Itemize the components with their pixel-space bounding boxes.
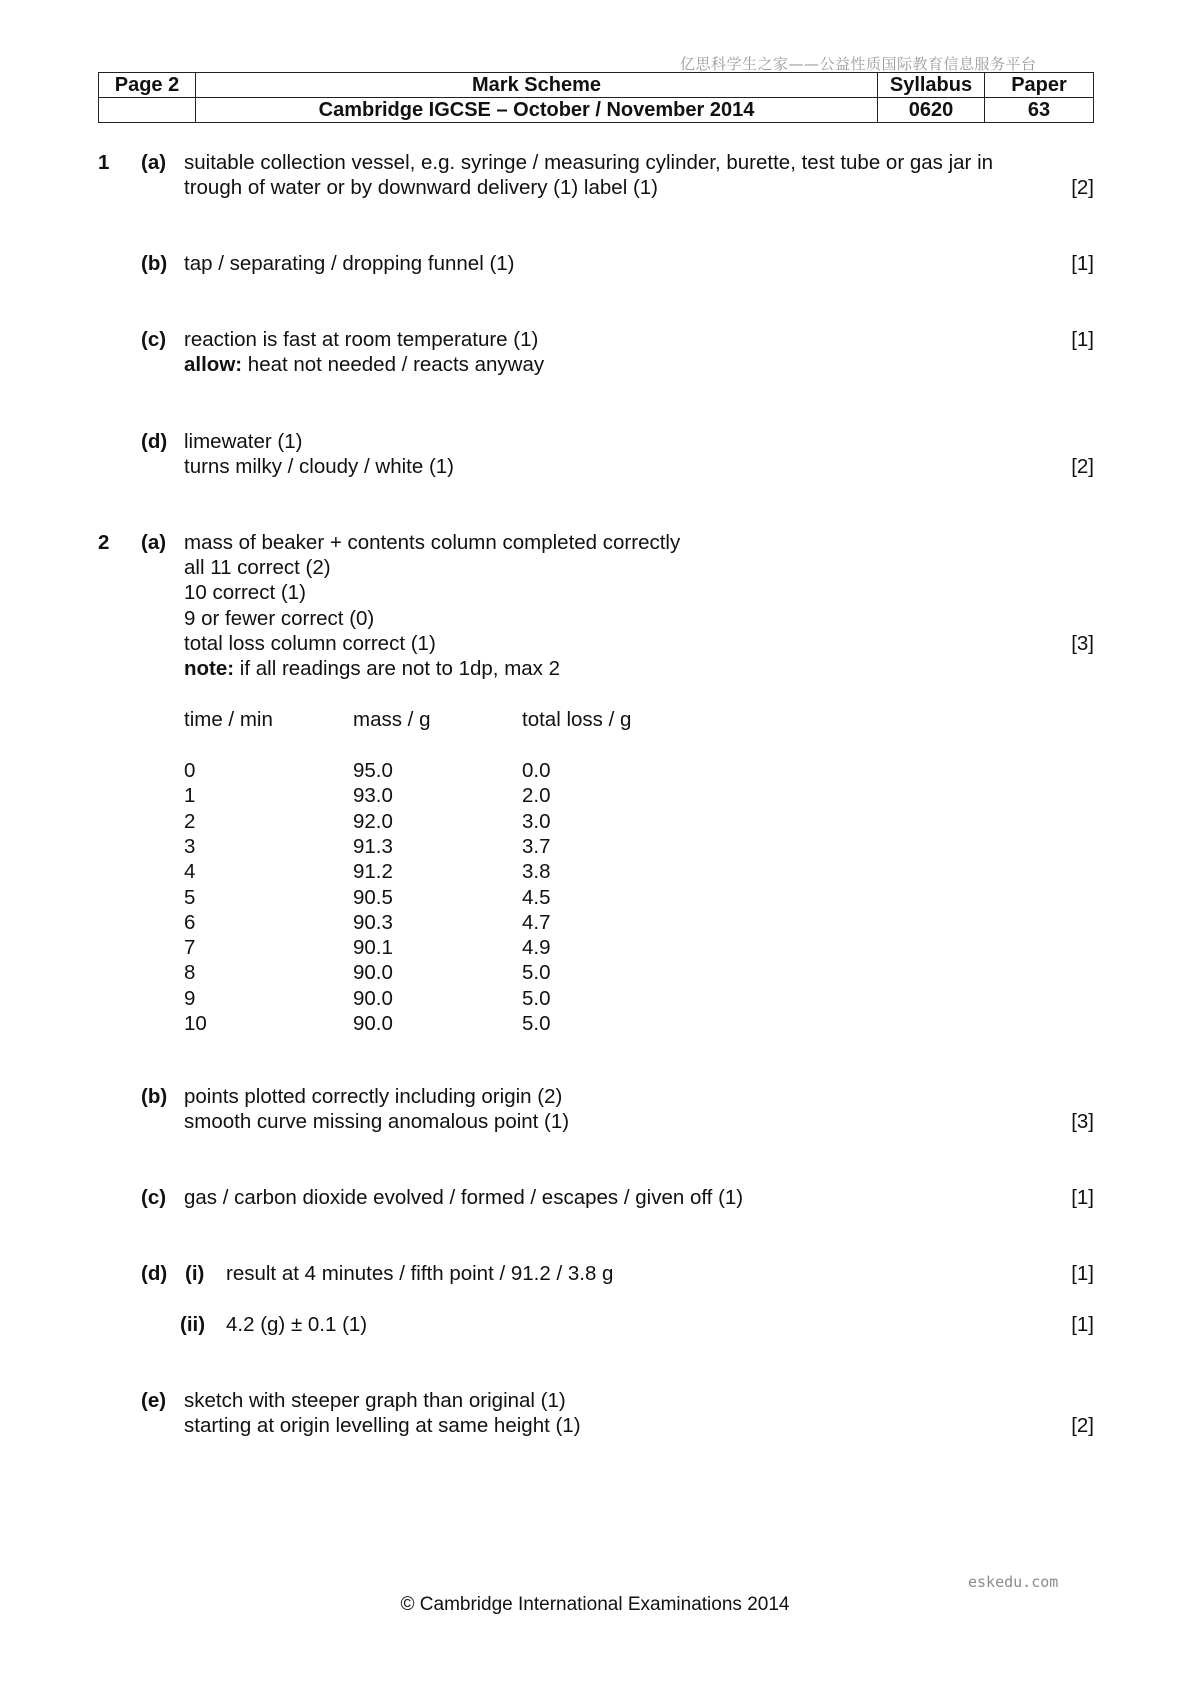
q1d-line-1: limewater (1) <box>184 430 303 453</box>
mass-cell: 90.0 <box>353 986 393 1010</box>
mass-cell: 92.0 <box>353 809 393 833</box>
time-cell: 0 <box>184 759 196 782</box>
table-header-loss: total loss / g <box>522 708 632 731</box>
table-header-time: time / min <box>184 708 273 731</box>
q2c-label: (c) <box>141 1186 167 1209</box>
time-cell: 3 <box>184 834 196 858</box>
time-cell: 6 <box>184 910 196 934</box>
q1d-label: (d) <box>141 430 168 453</box>
q2d-ii-mark: [1] <box>1071 1313 1094 1336</box>
q1a-mark: [2] <box>1071 176 1094 199</box>
q2d-ii-text: 4.2 (g) ± 0.1 (1) <box>226 1313 368 1336</box>
q2c-mark: [1] <box>1071 1186 1094 1209</box>
loss-cell: 4.7 <box>522 910 551 934</box>
loss-cell: 0.0 <box>522 759 551 782</box>
q1d-mark: [2] <box>1071 455 1094 478</box>
q1c-line-2: heat not needed / reacts anyway <box>242 353 545 376</box>
mass-cell: 91.2 <box>353 860 393 884</box>
q2a-line-1: mass of beaker + contents column completed correctly <box>184 531 681 554</box>
q2b-line-2: smooth curve missing anomalous point (1) <box>184 1110 570 1133</box>
mass-cell: 93.0 <box>353 784 393 808</box>
q1c-mark: [1] <box>1071 328 1094 351</box>
time-cell: 4 <box>184 860 196 884</box>
page-number: Page 2 <box>99 73 196 98</box>
time-cell: 9 <box>184 986 196 1010</box>
mass-cell: 91.3 <box>353 834 393 858</box>
q1b-line-1: tap / separating / dropping funnel (1) <box>184 252 515 275</box>
time-cell: 1 <box>184 784 196 808</box>
mass-cell: 90.5 <box>353 885 393 909</box>
loss-cell: 5.0 <box>522 961 551 985</box>
q2d-ii-label: (ii) <box>180 1313 206 1336</box>
q2e-line-2: starting at origin levelling at same height (1) <box>184 1414 581 1437</box>
q1b-label: (b) <box>141 252 168 275</box>
time-cell: 5 <box>184 885 196 909</box>
q2a-label: (a) <box>141 531 167 554</box>
q1d-line-2: turns milky / cloudy / white (1) <box>184 455 454 478</box>
question-1-number: 1 <box>98 151 110 174</box>
allow-label: allow: <box>184 353 243 376</box>
loss-cell: 4.5 <box>522 885 551 909</box>
q2b-line-1: points plotted correctly including origin (2) <box>184 1085 563 1108</box>
q1c-allow-line <box>184 353 544 377</box>
paper-label: Paper <box>985 73 1094 98</box>
q2a-mark: [3] <box>1071 632 1094 655</box>
syllabus-code: 0620 <box>878 98 985 123</box>
q2a-line-5: total loss column correct (1) <box>184 632 436 655</box>
footer-copyright: © Cambridge International Examinations 2014 <box>400 1594 790 1615</box>
note-label: note: <box>184 657 235 680</box>
syllabus-label: Syllabus <box>878 73 985 98</box>
exam-subtitle: Cambridge IGCSE – October / November 2014 <box>196 98 878 123</box>
q2b-mark: [3] <box>1071 1110 1094 1133</box>
loss-cell: 3.8 <box>522 860 551 884</box>
q1c-label: (c) <box>141 328 167 351</box>
q2d-i-label: (i) <box>185 1262 205 1285</box>
q1a-line-1: suitable collection vessel, e.g. syringe / measuring cylinder, burette, test tube or gas jar in <box>184 151 994 174</box>
time-cell: 8 <box>184 961 196 985</box>
loss-cell: 5.0 <box>522 1012 551 1035</box>
q2a-note-line <box>184 657 560 681</box>
q2d-i-mark: [1] <box>1071 1262 1094 1285</box>
table-header-mass: mass / g <box>353 708 431 731</box>
loss-cell: 3.7 <box>522 834 551 858</box>
q2a-line-6: if all readings are not to 1dp, max 2 <box>234 657 561 680</box>
watermark-top: 亿思科学生之家——公益性质国际教育信息服务平台 <box>680 55 1037 73</box>
mass-cell: 95.0 <box>353 759 393 782</box>
q2e-label: (e) <box>141 1389 167 1412</box>
q2a-line-4: 9 or fewer correct (0) <box>184 607 375 630</box>
mass-cell: 90.3 <box>353 910 393 934</box>
loss-cell: 2.0 <box>522 784 551 808</box>
q2d-i-text: result at 4 minutes / fifth point / 91.2 / 3.8 g <box>226 1262 614 1285</box>
watermark-bottom: eskedu.com <box>968 1573 1059 1591</box>
time-cell: 10 <box>184 1012 207 1035</box>
q2a-line-2: all 11 correct (2) <box>184 556 331 579</box>
q2b-label: (b) <box>141 1085 168 1108</box>
q2e-mark: [2] <box>1071 1414 1094 1437</box>
q2c-line-1: gas / carbon dioxide evolved / formed / escapes / given off (1) <box>184 1186 744 1209</box>
loss-cell: 4.9 <box>522 936 551 960</box>
header-table <box>98 72 1094 123</box>
time-cell: 2 <box>184 809 196 833</box>
q1a-label: (a) <box>141 151 167 174</box>
q2e-line-1: sketch with steeper graph than original (1) <box>184 1389 566 1412</box>
q1c-line-1: reaction is fast at room temperature (1) <box>184 328 539 351</box>
mass-cell: 90.1 <box>353 936 393 960</box>
q1a-line-2: trough of water or by downward delivery (1) label (1) <box>184 176 658 199</box>
q1b-mark: [1] <box>1071 252 1094 275</box>
question-2-number: 2 <box>98 531 110 554</box>
page-title: Mark Scheme <box>196 73 878 98</box>
loss-cell: 3.0 <box>522 809 551 833</box>
paper-number: 63 <box>985 98 1094 123</box>
q2d-label: (d) <box>141 1262 168 1285</box>
loss-cell: 5.0 <box>522 986 551 1010</box>
mass-cell: 90.0 <box>353 1012 393 1035</box>
q2a-line-3: 10 correct (1) <box>184 581 306 604</box>
mass-cell: 90.0 <box>353 961 393 985</box>
header-blank-cell <box>99 98 196 123</box>
time-cell: 7 <box>184 936 196 960</box>
